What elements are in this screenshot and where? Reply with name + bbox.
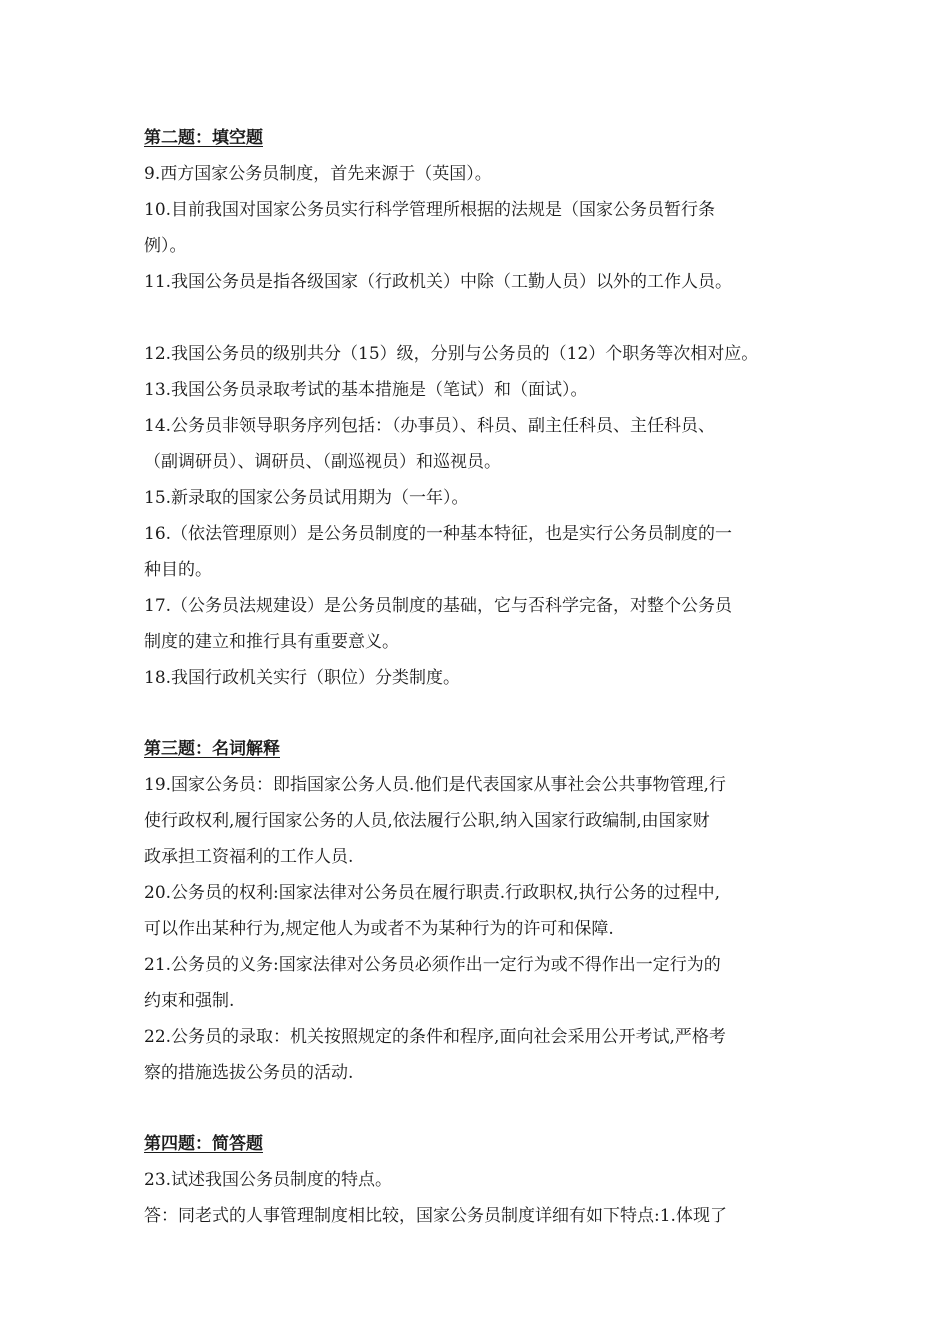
- section-heading-definitions: 第三题：名词解释: [144, 739, 280, 759]
- paragraph-line: 种目的。: [144, 560, 212, 580]
- paragraph-line: 21.公务员的义务:国家法律对公务员必须作出一定行为或不得作出一定行为的: [144, 955, 721, 975]
- paragraph-line: 使行政权利,履行国家公务的人员,依法履行公职,纳入国家行政编制,由国家财: [144, 811, 710, 831]
- paragraph-line: 18.我国行政机关实行（职位）分类制度。: [144, 668, 461, 688]
- document-page: [144, 120, 824, 1234]
- paragraph-line: 察的措施选拔公务员的活动.: [144, 1063, 354, 1083]
- empty-line: [144, 300, 824, 336]
- paragraph-line: 20.公务员的权利:国家法律对公务员在履行职责.行政职权,执行公务的过程中,: [144, 883, 720, 903]
- paragraph-line: 制度的建立和推行具有重要意义。: [144, 632, 399, 652]
- paragraph-line: 13.我国公务员录取考试的基本措施是（笔试）和（面试）。: [144, 380, 588, 400]
- section-heading-short-answer: 第四题：简答题: [144, 1134, 263, 1154]
- paragraph-line: 16.（依法管理原则）是公务员制度的一种基本特征，也是实行公务员制度的一: [144, 524, 733, 544]
- paragraph-line: 23.试述我国公务员制度的特点。: [144, 1170, 393, 1190]
- paragraph-line: 22.公务员的录取：机关按照规定的条件和程序,面向社会采用公开考试,严格考: [144, 1027, 726, 1047]
- paragraph-line: 可以作出某种行为,规定他人为或者不为某种行为的许可和保障.: [144, 919, 614, 939]
- paragraph-line: 10.目前我国对国家公务员实行科学管理所根据的法规是（国家公务员暂行条: [144, 200, 716, 220]
- paragraph-line: 9.西方国家公务员制度，首先来源于（英国）。: [144, 164, 492, 184]
- paragraph-line: 15.新录取的国家公务员试用期为（一年）。: [144, 488, 469, 508]
- section-heading-fill-in: 第二题：填空题: [144, 128, 263, 148]
- paragraph-line: 14.公务员非领导职务序列包括：（办事员）、科员、副主任科员、主任科员、: [144, 416, 716, 436]
- section-spacer: [144, 696, 824, 731]
- paragraph-line: 19.国家公务员：即指国家公务人员.他们是代表国家从事社会公共事物管理,行: [144, 775, 726, 795]
- paragraph-line: 12.我国公务员的级别共分（15）级，分别与公务员的（12）个职务等次相对应。: [144, 344, 759, 364]
- paragraph-line: 答：同老式的人事管理制度相比较，国家公务员制度详细有如下特点:1.体现了: [144, 1206, 727, 1226]
- paragraph-line: 政承担工资福利的工作人员.: [144, 847, 354, 867]
- paragraph-line: 约束和强制.: [144, 991, 235, 1011]
- paragraph-line: 11.我国公务员是指各级国家（行政机关）中除（工勤人员）以外的工作人员。: [144, 272, 733, 292]
- paragraph-line: 17.（公务员法规建设）是公务员制度的基础，它与否科学完备，对整个公务员: [144, 596, 733, 616]
- section-spacer: [144, 1091, 824, 1126]
- paragraph-line: （副调研员）、调研员、（副巡视员）和巡视员。: [144, 452, 501, 472]
- paragraph-line: 例）。: [144, 236, 187, 256]
